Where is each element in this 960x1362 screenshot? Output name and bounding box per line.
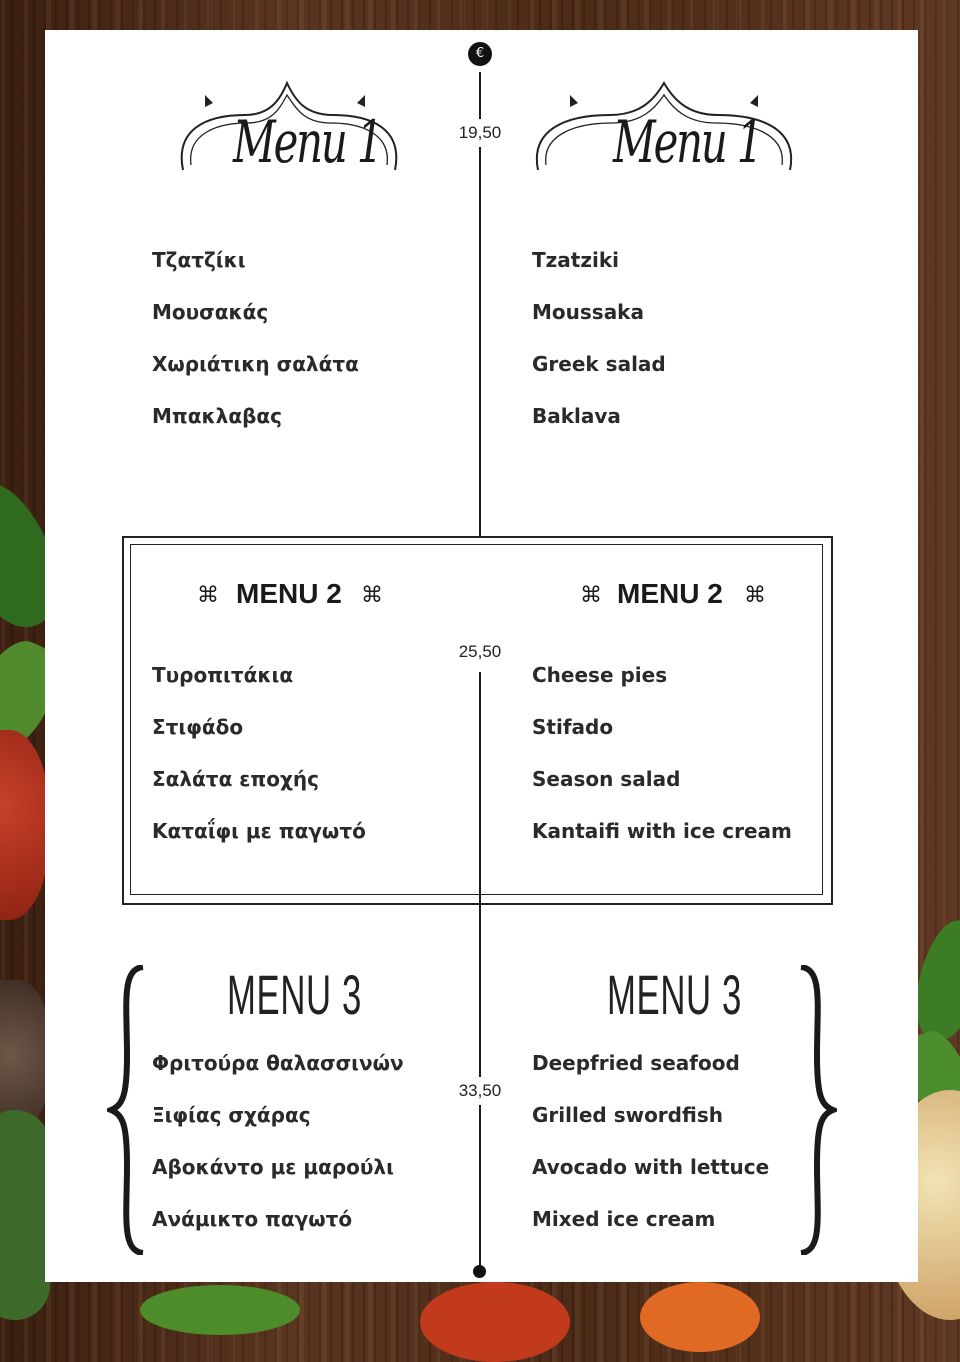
ornament-icon: ⌘	[361, 583, 383, 608]
menu1-price: 19,50	[440, 119, 520, 147]
menu2-greek-item: Τυροπιτάκια	[152, 663, 294, 687]
menu-card	[45, 30, 918, 1282]
peppercorn-jar-decoration	[0, 980, 50, 1130]
menu2-greek-item: Καταΐφι με παγωτό	[152, 819, 366, 843]
menu1-greek-item: Χωριάτικη σαλάτα	[152, 352, 359, 376]
menu3-greek-item: Αβοκάντο με μαρούλι	[152, 1155, 394, 1179]
ornament-icon: ⌘	[197, 583, 219, 608]
leaf-decoration	[140, 1285, 300, 1335]
menu1-greek-item: Τζατζίκι	[152, 248, 246, 272]
menu1-english-item: Moussaka	[532, 300, 644, 324]
menu1-greek-item: Μπακλαβας	[152, 404, 282, 428]
zucchini-decoration	[0, 1110, 50, 1320]
menu1-english-item: Baklava	[532, 404, 621, 428]
menu3-greek-item: Ξιφίας σχάρας	[152, 1103, 311, 1127]
menu1-english-item: Greek salad	[532, 352, 666, 376]
ornament-icon: ⌘	[744, 583, 766, 608]
menu1-title-greek: Menu 1	[233, 108, 382, 176]
menu1-english-item: Tzatziki	[532, 248, 619, 272]
menu2-title-english: MENU 2	[617, 578, 723, 609]
menu3-title-greek: MENU 3	[227, 963, 362, 1026]
tomato-decoration	[420, 1282, 570, 1362]
menu2-english-item: Kantaifi with ice cream	[532, 819, 792, 843]
menu3-english-item: Mixed ice cream	[532, 1207, 716, 1231]
left-brace	[107, 965, 147, 1255]
right-brace	[797, 965, 837, 1255]
menu2-title-greek: MENU 2	[236, 578, 342, 609]
menu2-price: 25,50	[440, 638, 520, 666]
menu2-english-item: Cheese pies	[532, 663, 668, 687]
menu3-title-english: MENU 3	[607, 963, 742, 1026]
menu3-greek-item: Φριτούρα θαλασσινών	[152, 1051, 404, 1075]
ornament-icon: ⌘	[580, 583, 602, 608]
menu3-english-item: Avocado with lettuce	[532, 1155, 770, 1179]
menu3-english-item: Deepfried seafood	[532, 1051, 740, 1075]
paprika-jar-decoration	[0, 730, 50, 920]
menu2-greek-item: Στιφάδο	[152, 715, 244, 739]
menu2-greek-item: Σαλάτα εποχής	[152, 767, 319, 791]
menu1-title-english: Menu 1	[613, 108, 762, 176]
menu3-greek-item: Ανάμικτο παγωτό	[152, 1207, 353, 1231]
menu3-price: 33,50	[440, 1077, 520, 1105]
menu2-english-item: Season salad	[532, 767, 681, 791]
menu3-english-item: Grilled swordfish	[532, 1103, 723, 1127]
euro-icon: €	[468, 42, 492, 66]
divider-end-dot	[473, 1265, 486, 1278]
pepper-decoration	[640, 1282, 760, 1352]
menu1-greek-item: Μουσακάς	[152, 300, 269, 324]
menu2-english-item: Stifado	[532, 715, 614, 739]
